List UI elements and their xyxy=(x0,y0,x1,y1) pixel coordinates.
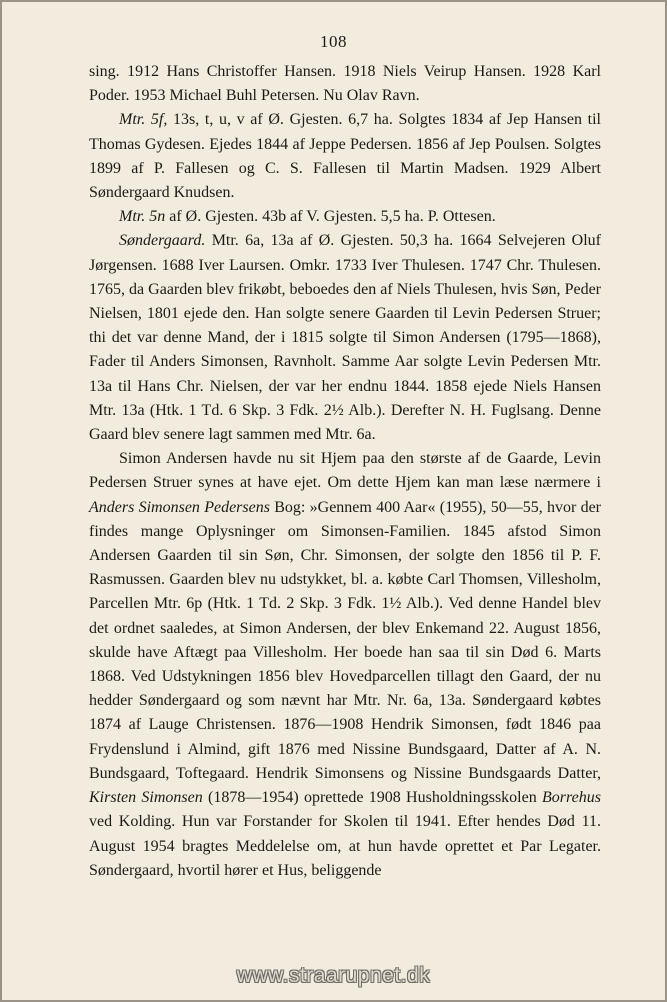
book-author-italic: Anders Simonsen Pedersens xyxy=(89,498,270,516)
paragraph-text: sing. 1912 Hans Christoffer Hansen. 1918 Niels Veirup Hansen. 1928 Karl Poder. 1953 Michael Buhl Petersen. Nu Olav Ravn. xyxy=(89,63,601,105)
paragraph-mtr-5f xyxy=(89,108,601,205)
paragraph-continuation xyxy=(89,60,601,108)
paragraph-text-segment: Bog: »Gennem 400 Aar« (1955), 50—55, hvor der findes mange Oplysninger om Simonsen-Familien. 1845 afstod Simon Andersen Gaarden til sin Søn, Chr. Simonsen, der solgte den 1856 til P. F. Rasmussen. Gaarden blev nu udstykket, bl. a. købte Carl Thomsen, Villesholm, Parcellen Mtr. 6p (Htk. 1 Td. 2 Skp. 3 Fdk. 1½ Alb.). Ved denne Handel blev det ordnet saaledes, at Simon Andersen, der blev Enkemand 22. August 1856, skulde have Aftægt paa Villesholm. Her boede han saa til sin Død 6. Marts 1868. Ved Udstykningen 1856 blev Hovedparcellen tillagt den Gaard, der nu hedder Søndergaard og som nævnt har Mtr. Nr. 6a, 13a. Søndergaard købtes 1874 af Lauge Christensen. 1876—1908 Hendrik Simonsen, født 1846 paa Frydenslund i Almind, gift 1876 med Nissine Bundsgaard, Datter af A. N. Bundsgaard, Toftegaard. Hendrik Simonsens og Nissine Bundsgaards Datter, xyxy=(89,498,601,782)
paragraph-heading: Mtr. 5f, xyxy=(119,111,168,129)
paragraph-sondergaard xyxy=(89,229,601,447)
paragraph-text-segment: (1878—1954) oprettede 1908 Husholdningsskolen xyxy=(202,789,543,807)
page-number: 108 xyxy=(320,32,347,51)
paragraph-text: Mtr. 6a, 13a af Ø. Gjesten. 50,3 ha. 1664 Selvejeren Oluf Jørgensen. 1688 Iver Laursen. Omkr. 1733 Iver Thulesen. 1747 Chr. Thulesen. 1765, da Gaarden blev frikøbt, beboedes den af Niels Thulesen, hvis Søn, Peder Nielsen, 1801 ejede den. Han solgte senere Gaarden til Levin Pedersen Struer; thi det var denne Mand, der i 1815 solgte til Simon Andersen (1795—1868), Fader til Anders Simonsen, Ravnholt. Samme Aar solgte Levin Pedersen Mtr. 13a til Hans Chr. Nielsen, der var her endnu 1844. 1858 ejede Niels Hansen Mtr. 13a (Htk. 1 Td. 6 Skp. 3 Fdk. 2½ Alb.). Derefter N. H. Fuglsang. Denne Gaard blev senere lagt sammen med Mtr. 6a. xyxy=(89,232,601,444)
paragraph-mtr-5n xyxy=(89,205,601,229)
page-body xyxy=(89,60,601,883)
paragraph-text: 13s, t, u, v af Ø. Gjesten. 6,7 ha. Solgtes 1834 af Jep Hansen til Thomas Gydesen. Ejedes 1844 af Jeppe Pedersen. 1856 af Jep Poulsen. Solgtes 1899 af P. Fallesen og C. S. Fallesen til Martin Madsen. 1929 Albert Søndergaard Knudsen. xyxy=(89,111,601,202)
site-watermark: www.straarupnet.dk xyxy=(236,964,431,987)
paragraph-heading: Mtr. 5n xyxy=(119,208,166,226)
school-name-italic: Borrehus xyxy=(542,789,601,807)
paragraph-text-segment: Simon Andersen havde nu sit Hjem paa den største af de Gaarde, Levin Pedersen Struer synes at have ejet. Om dette Hjem kan man læse nærmere i xyxy=(89,450,601,492)
paragraph-simon-andersen xyxy=(89,447,601,883)
paragraph-text: af Ø. Gjesten. 43b af V. Gjesten. 5,5 ha. P. Ottesen. xyxy=(165,208,496,226)
paragraph-text-segment: ved Kolding. Hun var Forstander for Skolen til 1941. Efter hendes Død 11. August 1954 bragtes Meddelelse om, at hun havde oprettet et Par Legater. Søndergaard, hvortil hører et Hus, beliggende xyxy=(89,813,601,879)
paragraph-heading: Søndergaard. xyxy=(119,232,206,250)
person-name-italic: Kirsten Simonsen xyxy=(89,789,203,807)
